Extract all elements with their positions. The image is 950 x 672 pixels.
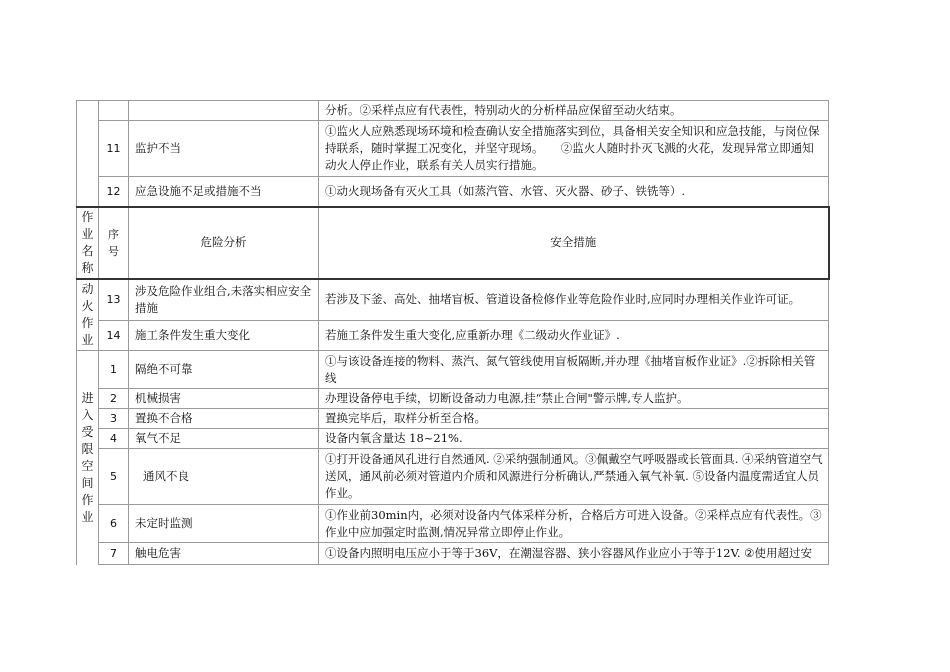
row-number: 12 [99, 177, 129, 207]
measure-cell: ①与该设备连接的物料、蒸汽、氮气管线使用盲板隔断,并办理《抽堵盲板作业证》.②拆除相关管线 [319, 351, 829, 389]
measure-cell: 置换完毕后，取样分析至合格。 [319, 409, 829, 429]
row-number: 6 [99, 505, 129, 543]
measure-cell: 办理设备停电手续，切断设备动力电源,挂“禁止合闸"警示牌,专人监护。 [319, 389, 829, 409]
hazard-cell [129, 101, 319, 121]
table-row [77, 389, 829, 409]
table-row [77, 321, 829, 351]
measure-cell: ①作业前30min内，必须对设备内气体采样分析，合格后方可进入设备。②采样点应有代表性。③作业中应加强定时监测,情况异常立即停止作业。 [319, 505, 829, 543]
hazard-cell: 置换不合格 [129, 409, 319, 429]
measure-cell: ①动火现场备有灭火工具（如蒸汽管、水管、灭火器、砂子、铁铣等）. [319, 177, 829, 207]
hazard-cell: 未定时监测 [129, 505, 319, 543]
hazard-cell: 监护不当 [129, 121, 319, 177]
row-number: 14 [99, 321, 129, 351]
table-header-row [77, 207, 829, 279]
measure-cell: ①监火人应熟悉现场环境和检查确认安全措施落实到位，具备相关安全知识和应急技能，与岗位保持联系，随时掌握工况变化，并坚守现场。 ②监火人随时扑灭飞溅的火花，发现异常立即通知动火人停止作业，联系有关人员实行措施。 [319, 121, 829, 177]
table-row [77, 505, 829, 543]
hazard-cell: 机械损害 [129, 389, 319, 409]
measure-cell: 分析。②采样点应有代表性，特别动火的分析样品应保留至动火结束。 [319, 101, 829, 121]
header-measure: 安全措施 [319, 207, 829, 279]
row-number: 13 [99, 279, 129, 321]
row-number: 4 [99, 429, 129, 449]
table-row [77, 409, 829, 429]
hazard-cell: 应急设施不足或措施不当 [129, 177, 319, 207]
table-row [77, 543, 829, 565]
table-row [77, 429, 829, 449]
row-number: 3 [99, 409, 129, 429]
table-row [77, 101, 829, 121]
row-number: 7 [99, 543, 129, 565]
table-row [77, 121, 829, 177]
hazard-measures-table [76, 100, 830, 565]
measure-cell: ①设备内照明电压应小于等于36V，在潮湿容器、狭小容器风作业应小于等于12V. ②使用超过安 [319, 543, 829, 565]
hazard-cell: 隔绝不可靠 [129, 351, 319, 389]
measure-cell: 若涉及下釜、高处、抽堵盲板、管道设备检修作业等危险作业时,应同时办理相关作业许可证。 [319, 279, 829, 321]
header-hazard: 危险分析 [129, 207, 319, 279]
measure-cell: ①打开设备通风孔进行自然通风. ②采纳强制通风。③佩戴空气呼吸器或长管面具. ④采纳管道空气送风，通风前必须对管道内介质和风源进行分析确认,严禁通入氧气补氧. ⑤设备内温度需适宜人员作业。 [319, 449, 829, 505]
hazard-cell: 涉及危险作业组合,未落实相应安全措施 [129, 279, 319, 321]
hazard-cell: 通风不良 [129, 449, 319, 505]
measure-cell: 设备内氧含量达 18~21%. [319, 429, 829, 449]
table-row [77, 351, 829, 389]
row-number: 5 [99, 449, 129, 505]
header-number: 序号 [99, 207, 129, 279]
header-work-name: 作业名称 [77, 207, 99, 279]
hazard-cell: 触电危害 [129, 543, 319, 565]
row-number: 11 [99, 121, 129, 177]
measure-cell: 若施工条件发生重大变化,应重新办理《二级动火作业证》. [319, 321, 829, 351]
row-number [99, 101, 129, 121]
hazard-cell: 施工条件发生重大变化 [129, 321, 319, 351]
category-hot-work: 动火作业 [77, 279, 99, 351]
row-number: 1 [99, 351, 129, 389]
row-number: 2 [99, 389, 129, 409]
category-confined-space: 进入受限空间作业 [77, 351, 99, 565]
table-row [77, 279, 829, 321]
table-row [77, 177, 829, 207]
hazard-cell: 氧气不足 [129, 429, 319, 449]
category-cell-empty [77, 101, 99, 207]
table-row [77, 449, 829, 505]
safety-table-sheet [76, 100, 828, 565]
